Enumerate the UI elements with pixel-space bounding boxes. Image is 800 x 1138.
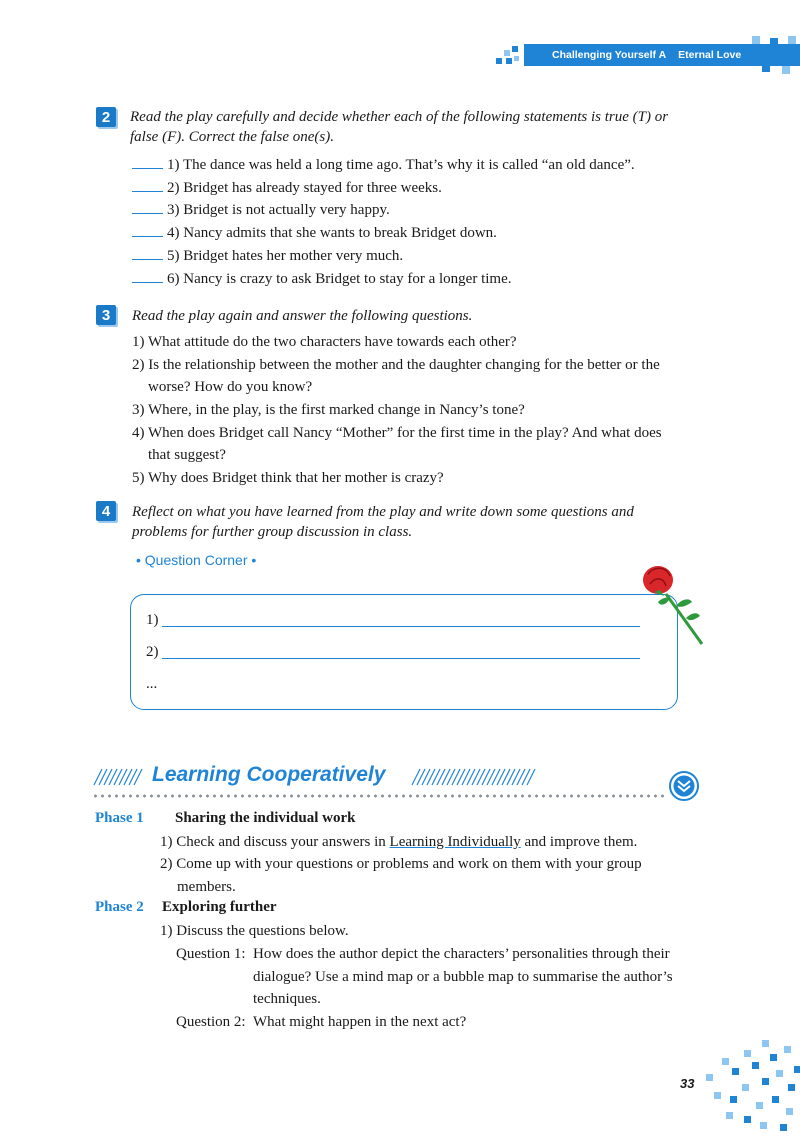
title-hatch-right — [410, 768, 536, 786]
answer-line-1[interactable] — [162, 626, 640, 627]
phase-2-label: Phase 2 — [95, 899, 144, 915]
exercise-2-instruction — [130, 107, 704, 147]
question-line: 2) Is the relationship between the mother and the daughter changing for the better or the — [132, 357, 660, 373]
question-line: worse? How do you know? — [148, 379, 313, 395]
answer-blank[interactable] — [132, 154, 163, 169]
page-number: 33 — [680, 1076, 695, 1091]
question-corner-title: • Question Corner • — [136, 552, 257, 568]
exercise-4-instruction — [132, 502, 704, 542]
exercise-2-number: 2 — [96, 107, 116, 127]
answer-blank[interactable] — [132, 268, 163, 283]
statement-text: 2) Bridget has already stayed for three weeks. — [167, 180, 442, 196]
rose-icon — [636, 562, 708, 648]
phase-1-title: Sharing the individual work — [175, 810, 356, 826]
header-section: Challenging Yourself A — [552, 49, 667, 61]
statement-text: 3) Bridget is not actually very happy. — [167, 202, 390, 218]
exercise-3-number: 3 — [96, 305, 116, 325]
answer-ellipsis: ... — [146, 676, 158, 692]
statement-4 — [132, 222, 497, 244]
statement-text: 5) Bridget hates her mother very much. — [167, 248, 404, 264]
statement-3 — [132, 199, 390, 221]
question-2-text: What might happen in the next act? — [253, 1014, 467, 1030]
statement-2 — [132, 177, 442, 199]
learning-cooperatively-title: Learning Cooperatively — [152, 763, 386, 786]
statement-text: 1) The dance was held a long time ago. That’s why it is called “an old dance”. — [167, 157, 635, 173]
question-2-label: Question 2: — [176, 1014, 246, 1030]
answer-blank[interactable] — [132, 245, 163, 260]
statement-5 — [132, 245, 403, 267]
question-1-label: Question 1: — [176, 946, 246, 962]
header-title: Eternal Love — [678, 49, 742, 61]
question-1-text: How does the author depict the characters’ personalities through their — [253, 946, 670, 962]
question-line: that suggest? — [148, 447, 226, 463]
exercise-2-instruction-line: Read the play carefully and decide whether each of the following statements is true (T) or — [130, 109, 669, 125]
answer-blank[interactable] — [132, 222, 163, 237]
question-1-text: dialogue? Use a mind map or a bubble map to summarise the author’s — [253, 969, 673, 985]
item-text: 1) Check and discuss your answers in — [160, 834, 390, 850]
exercise-4-instruction-line: problems for further group discussion in class. — [132, 524, 413, 540]
exercise-4-number: 4 — [96, 501, 116, 521]
learning-individually-link[interactable]: Learning Individually — [389, 834, 521, 850]
question-1-text: techniques. — [253, 991, 321, 1007]
phase-2-title: Exploring further — [162, 899, 277, 915]
statement-6 — [132, 268, 511, 290]
question-line: 3) Where, in the play, is the first marked change in Nancy’s tone? — [132, 402, 525, 418]
exercise-4-instruction-line: Reflect on what you have learned from the play and write down some questions and — [132, 504, 634, 520]
header-band — [524, 44, 800, 66]
exercise-2-instruction-line: false (F). Correct the false one(s). — [130, 129, 334, 145]
question-line: 4) When does Bridget call Nancy “Mother” for the first time in the play? And what does — [132, 425, 662, 441]
phase-1-item-2: 2) Come up with your questions or problems and work on them with your group — [160, 856, 642, 872]
statement-text: 6) Nancy is crazy to ask Bridget to stay for a longer time. — [167, 271, 512, 287]
phase-1-label: Phase 1 — [95, 810, 144, 826]
dotted-divider — [92, 794, 668, 798]
exercise-3-instruction: Read the play again and answer the following questions. — [132, 308, 473, 324]
question-line: 1) What attitude do the two characters have towards each other? — [132, 334, 517, 350]
item-text: and improve them. — [520, 834, 638, 850]
answer-label: 1) — [146, 612, 159, 628]
answer-blank[interactable] — [132, 177, 163, 192]
answer-blank[interactable] — [132, 199, 163, 214]
answer-label: 2) — [146, 644, 159, 660]
phase-1-item-1 — [160, 831, 637, 853]
statement-1 — [132, 154, 635, 176]
question-line: 5) Why does Bridget think that her mother is crazy? — [132, 470, 444, 486]
title-hatch-left — [92, 768, 144, 786]
statement-text: 4) Nancy admits that she wants to break Bridget down. — [167, 225, 497, 241]
answer-line-2[interactable] — [162, 658, 640, 659]
phase-2-item-1: 1) Discuss the questions below. — [160, 923, 349, 939]
chevron-down-icon[interactable] — [668, 770, 700, 802]
question-corner-box — [130, 594, 678, 710]
phase-1-item-2-cont: members. — [177, 879, 236, 895]
